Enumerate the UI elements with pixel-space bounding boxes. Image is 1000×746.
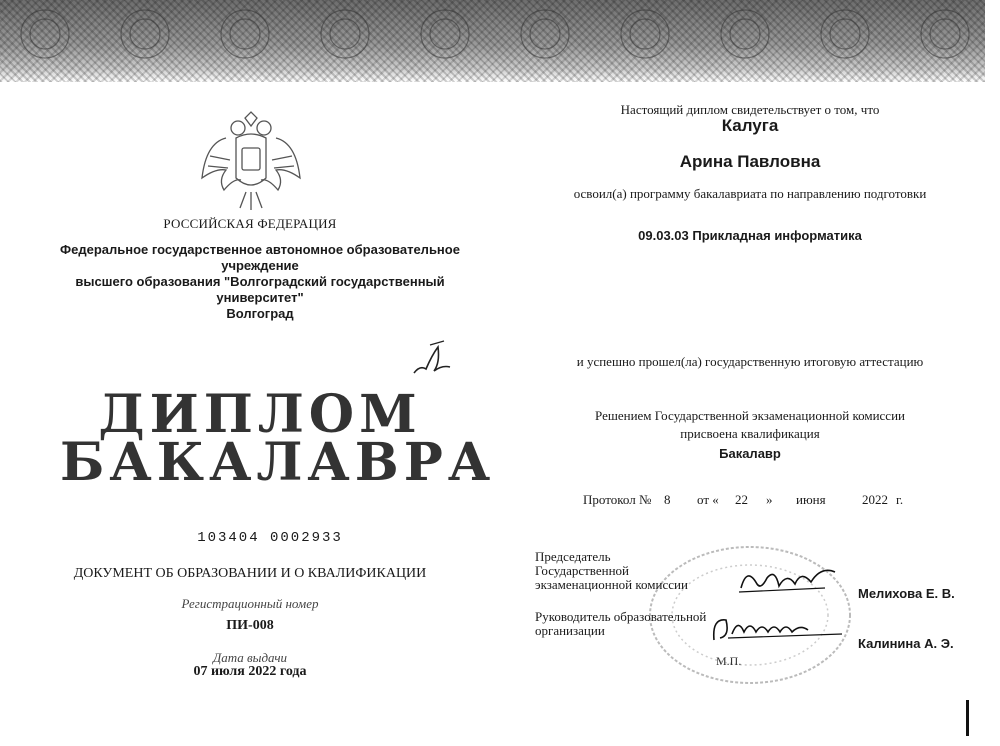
protocol-month: июня — [796, 492, 826, 507]
coat-of-arms-emblem-icon — [196, 108, 306, 218]
issue-date: 07 июля 2022 года — [193, 664, 307, 679]
diploma-title-line-1: ДИПЛОМ — [98, 384, 422, 445]
registration-number-label: Регистрационный номер — [181, 596, 319, 611]
graduate-name: Арина Павловна — [679, 152, 821, 171]
chairman-signature — [735, 560, 845, 600]
chairman-title-line-3: экзаменационной комиссии — [535, 577, 688, 592]
protocol-close-quote: » — [766, 492, 773, 507]
commission-decision-line-1: Решением Государственной экзаменационной комиссии — [595, 408, 905, 423]
commission-decision-line-2: присвоена квалификация — [680, 426, 820, 441]
protocol-year: 2022 — [862, 492, 888, 507]
protocol-year-suffix: г. — [896, 492, 904, 507]
institution-line-2: высшего образования "Волгоградский государственный университет" — [75, 274, 445, 305]
certification-intro: Настоящий диплом свидетельствует о том, что — [620, 102, 880, 117]
diploma-title-line-2: БАКАЛАВРА — [60, 432, 496, 493]
chairman-title — [535, 550, 688, 592]
chairman-name: Мелихова Е. В. — [858, 586, 955, 601]
qualification: Бакалавр — [719, 446, 781, 461]
study-program: 09.03.03 Прикладная информатика — [638, 228, 862, 243]
attestation-passed-text: и успешно прошел(ла) государственную итоговую аттестацию — [576, 354, 924, 369]
program-mastered-text: освоил(а) программу бакалавриата по направлению подготовки — [573, 186, 927, 201]
issue-date-label: Дата выдачи — [212, 650, 288, 665]
graduate-surname: Калуга — [721, 116, 779, 135]
protocol-day: 22 — [735, 492, 748, 507]
serial-number: 103404 0002933 — [197, 530, 343, 546]
head-title-line-1: Руководитель образовательной — [535, 609, 707, 624]
institution-line-1: Федеральное государственное автономное образовательное учреждение — [60, 242, 460, 273]
protocol-from: от « — [697, 492, 719, 507]
chairman-title-line-2: Государственной — [535, 563, 630, 578]
country-name: РОССИЙСКАЯ ФЕДЕРАЦИЯ — [163, 216, 337, 231]
handwritten-mark-icon — [410, 335, 455, 380]
decorative-pattern-band — [0, 0, 985, 82]
head-title — [535, 610, 706, 638]
chairman-title-line-1: Председатель — [535, 549, 611, 564]
protocol-number: 8 — [664, 492, 671, 507]
head-title-line-2: организации — [535, 623, 605, 638]
document-type: ДОКУМЕНТ ОБ ОБРАЗОВАНИИ И О КВАЛИФИКАЦИИ — [73, 566, 427, 581]
stamp-label: М.П. — [716, 654, 742, 668]
protocol-label: Протокол № — [583, 492, 652, 507]
scan-edge-mark — [966, 700, 969, 736]
head-name: Калинина А. Э. — [858, 636, 954, 651]
institution-name — [30, 242, 490, 322]
head-signature — [708, 608, 848, 648]
registration-number: ПИ-008 — [226, 618, 274, 633]
institution-city: Волгоград — [226, 306, 294, 321]
